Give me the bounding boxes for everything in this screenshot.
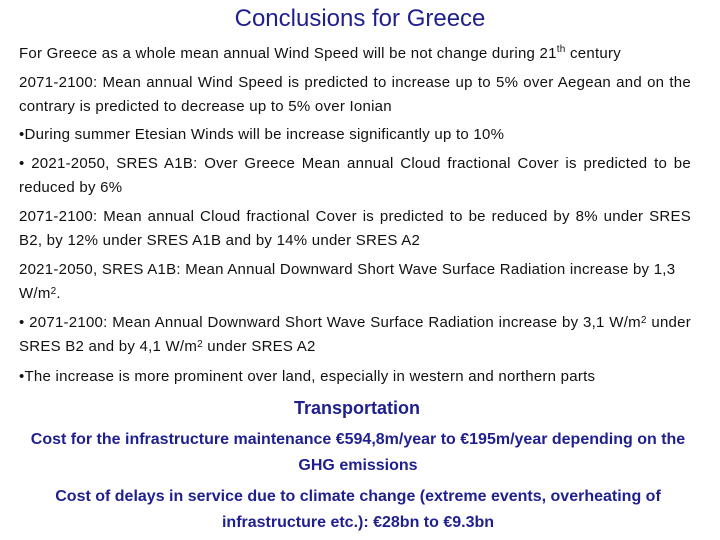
ordinal-superscript: th — [556, 44, 566, 55]
unit-superscript: 2 — [197, 339, 203, 350]
paragraph-etesian-winds: •During summer Etesian Winds will be increase significantly up to 10% — [19, 126, 505, 143]
paragraph-text: For Greece as a whole mean annual Wind Speed will be not change during 21 — [19, 45, 557, 62]
paragraph-text: • 2071-2100: Mean Annual Downward Short Wave Surface Radiation increase by 3,1 W/m — [19, 314, 641, 331]
paragraph-text: under SRES B2 and by 4,1 W/m — [19, 314, 691, 355]
paragraph-radiation-2071-2100 — [19, 311, 691, 359]
paragraph-radiation-2021-2050 — [19, 258, 691, 306]
slide-title: Conclusions for Greece — [234, 5, 486, 32]
paragraph-text: century — [565, 45, 621, 62]
paragraph-text: . — [56, 285, 61, 302]
transportation-heading: Transportation — [293, 398, 420, 418]
paragraph-increase-over-land: •The increase is more prominent over land, especially in western and northern parts — [19, 368, 596, 385]
paragraph-wind-speed-21st-century — [19, 42, 691, 66]
paragraph-text: 2021-2050, SRES A1B: Mean Annual Downward Short Wave Surface Radiation increase by 1,3 W/m — [19, 261, 676, 302]
paragraph-text: under SRES A2 — [202, 338, 316, 355]
unit-superscript: 2 — [50, 286, 57, 297]
paragraph-cloud-cover-2071-2100: 2071-2100: Mean annual Cloud fractional Cover is predicted to be reduced by 8% under SRES B2, by 12% under SRES A1B and by 14% under SRES A2 — [19, 208, 691, 249]
unit-superscript: 2 — [640, 315, 647, 326]
paragraph-infrastructure-cost: Cost for the infrastructure maintenance €594,8m/year to €195m/year depending on the GHG emissions — [30, 431, 686, 474]
paragraph-wind-speed-2071-2100: 2071-2100: Mean annual Wind Speed is predicted to increase up to 5% over Aegean and on the contrary is predicted to decrease up to 5% over Ionian — [19, 74, 691, 115]
paragraph-cloud-cover-2021-2050: • 2021-2050, SRES A1B: Over Greece Mean annual Cloud fractional Cover is predicted to be reduced by 6% — [19, 155, 691, 196]
paragraph-delay-cost: Cost of delays in service due to climate change (extreme events, overheating of infrastructure etc.): €28bn to €9.3bn — [55, 488, 661, 531]
